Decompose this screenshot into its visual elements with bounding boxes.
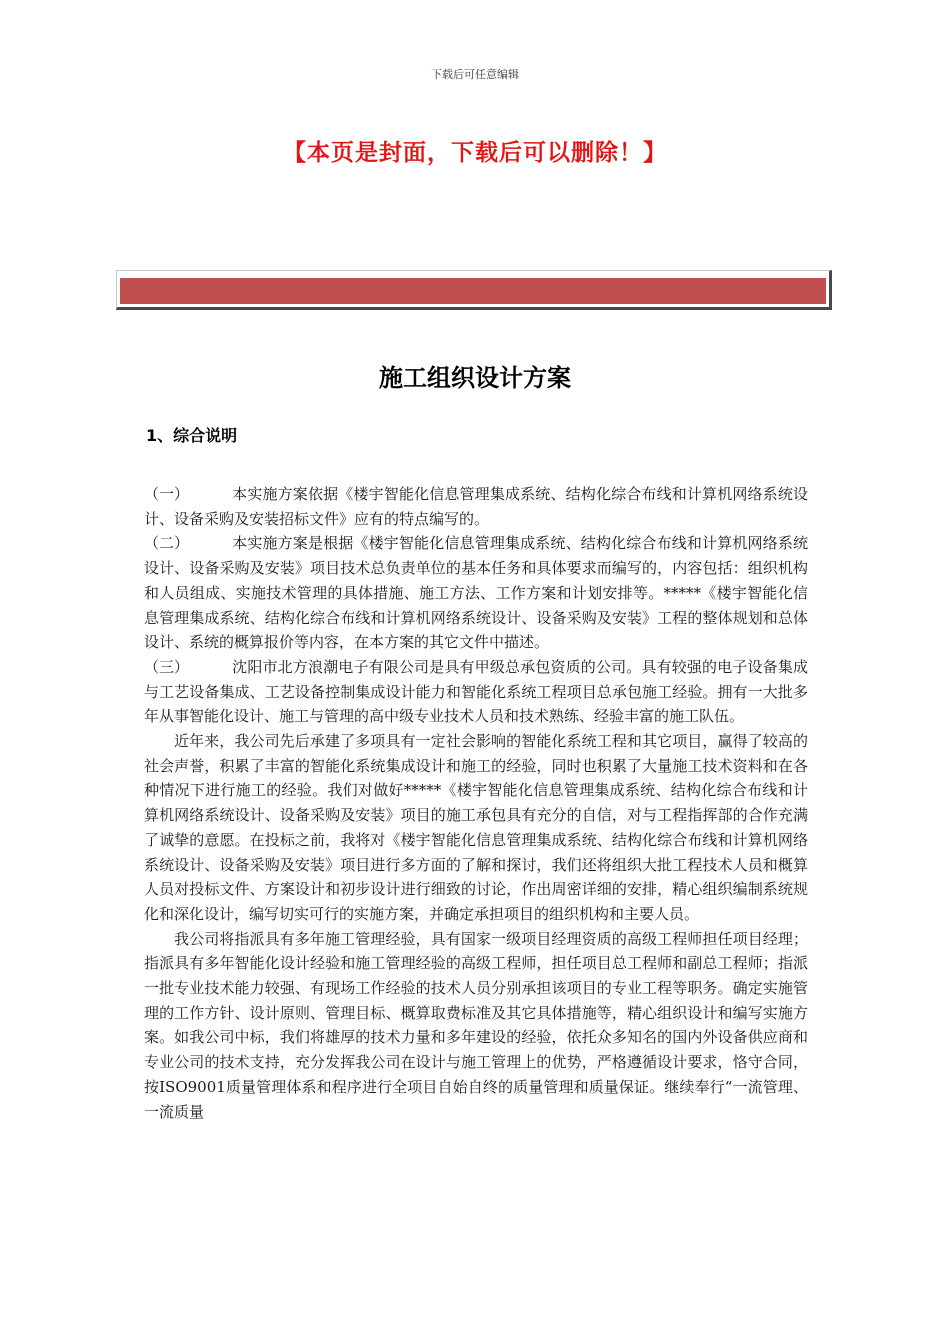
paragraph-1 <box>144 482 808 531</box>
paragraph-5 <box>144 927 808 1125</box>
paragraph-2 <box>144 531 808 655</box>
cover-notice: 【本页是封面，下载后可以删除！】 <box>283 140 667 166</box>
paragraph-4 <box>144 729 808 927</box>
paragraph-text: 本实施方案是根据《楼宇智能化信息管理集成系统、结构化综合布线和计算机网络系统设计、设备采购及安装》项目技术总负责单位的基本任务和具体要求而编写的，内容包括：组织机构和人员组成、实施技术管理的具体措施、施工方法、工作方案和计划安排等。*****《楼宇智能化信息管理集成系统、结构化综合布线和计算机网络系统设计、设备采购及安装》工程的整体规划和总体设计、系统的概算报价等内容，在本方案的其它文件中描述。 <box>144 534 808 652</box>
document-body <box>144 482 808 1124</box>
paragraph-number: （一） <box>144 485 190 503</box>
header-note: 下载后可任意编辑 <box>431 68 519 81</box>
paragraph-text: 近年来，我公司先后承建了多项具有一定社会影响的智能化系统工程和其它项目，赢得了较高的社会声誉，积累了丰富的智能化系统集成设计和施工的经验，同时也积累了大量施工技术资料和在各种情况下进行施工的经验。我们对做好*****《楼宇智能化信息管理集成系统、结构化综合布线和计算机网络系统设计、设备采购及安装》项目的施工承包具有充分的自信，对与工程指挥部的合作充满了诚挚的意愿。在投标之前，我将对《楼宇智能化信息管理集成系统、结构化综合布线和计算机网络系统设计、设备采购及安装》项目进行多方面的了解和探讨，我们还将组织大批工程技术人员和概算人员对投标文件、方案设计和初步设计进行细致的讨论，作出周密详细的安排，精心组织编制系统规化和深化设计，编写切实可行的实施方案，并确定承担项目的组织机构和主要人员。 <box>144 732 808 923</box>
paragraph-number: （三） <box>144 657 190 676</box>
section-heading: 1、综合说明 <box>146 426 238 445</box>
paragraph-3 <box>144 655 808 729</box>
paragraph-number: （二） <box>144 534 190 553</box>
paragraph-text: 沈阳市北方浪潮电子有限公司是具有甲级总承包资质的公司。具有较强的电子设备集成与工艺设备集成、工艺设备控制集成设计能力和智能化系统工程项目总承包施工经验。拥有一大批多年从事智能化设计、施工与管理的高中级专业技术人员和技术熟练、经验丰富的施工队伍。 <box>144 657 808 726</box>
paragraph-text: 本实施方案依据《楼宇智能化信息管理集成系统、结构化综合布线和计算机网络系统设计、设备采购及安装招标文件》应有的特点编写的。 <box>144 485 808 528</box>
document-title: 施工组织设计方案 <box>379 364 571 392</box>
paragraph-text: 我公司将指派具有多年施工管理经验，具有国家一级项目经理资质的高级工程师担任项目经理；指派具有多年智能化设计经验和施工管理经验的高级工程师，担任项目总工程师和副总工程师；指派一批专业技术能力较强、有现场工作经验的技术人员分别承担该项目的专业工程等职务。确定实施管理的工作方针、设计原则、管理目标、概算取费标准及其它具体措施等，精心组织设计和编写实施方案。如我公司中标，我们将雄厚的技术力量和多年建设的经验，依托众多知名的国内外设备供应商和专业公司的技术支持，充分发挥我公司在设计与施工管理上的优势，严格遵循设计要求，恪守合同，按ISO9001质量管理体系和程序进行全项目自始自终的质量管理和质量保证。继续奉行“一流管理、一流质量 <box>144 929 808 1121</box>
banner-bar <box>120 278 826 304</box>
decorative-banner <box>116 270 832 310</box>
